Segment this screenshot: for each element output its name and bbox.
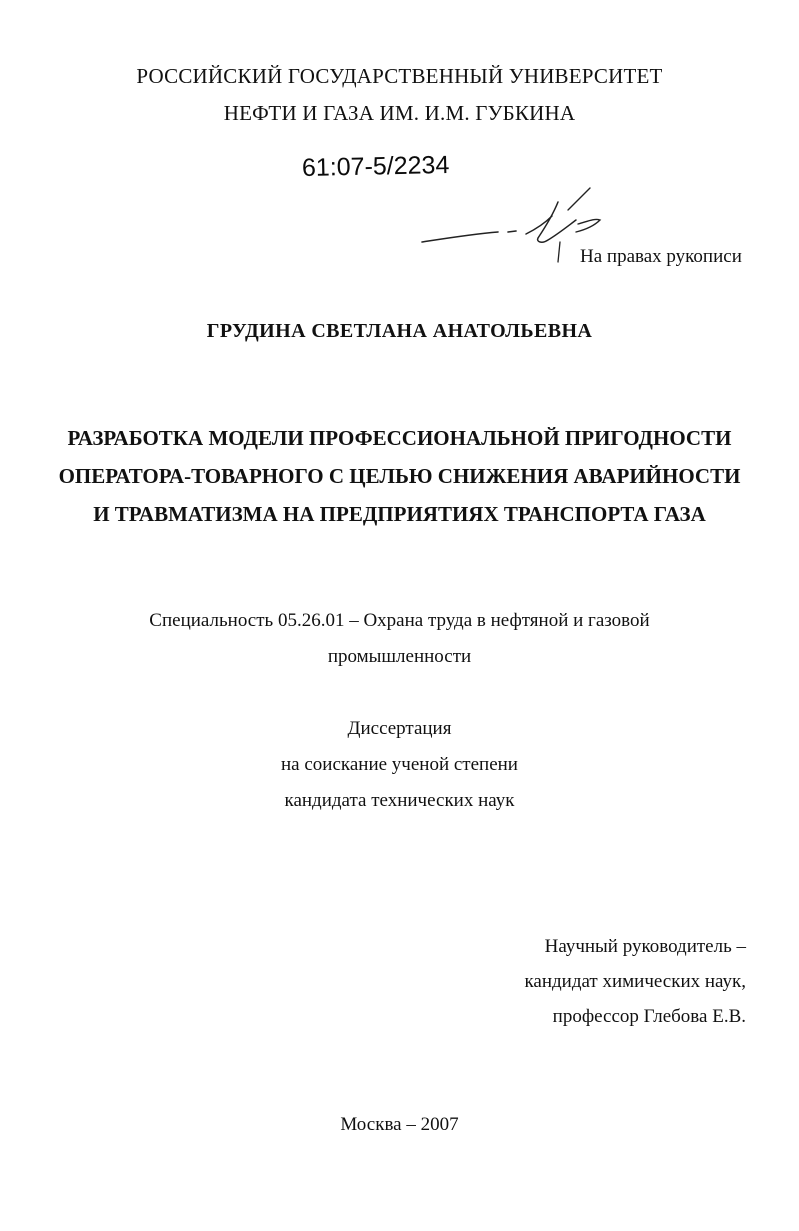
city-year: Москва – 2007 xyxy=(340,1114,459,1135)
supervisor-line-1: Научный руководитель – xyxy=(544,936,746,957)
degree-line-3: кандидата технических наук xyxy=(284,790,515,811)
specialty-line-2: промышленности xyxy=(327,646,472,667)
dissertation-title-line-1: РАЗРАБОТКА МОДЕЛИ ПРОФЕССИОНАЛЬНОЙ ПРИГОДНОСТИ xyxy=(67,426,732,450)
dissertation-title-line-3: И ТРАВМАТИЗМА НА ПРЕДПРИЯТИЯХ ТРАНСПОРТА ГАЗА xyxy=(93,502,706,526)
university-name-line-1: РОССИЙСКИЙ ГОСУДАРСТВЕННЫЙ УНИВЕРСИТЕТ xyxy=(136,64,663,88)
supervisor-line-2: кандидат химических наук, xyxy=(524,971,746,992)
specialty-line-1: Специальность 05.26.01 – Охрана труда в нефтяной и газовой xyxy=(149,610,650,631)
supervisor-line-3: профессор Глебова Е.В. xyxy=(552,1006,746,1027)
degree-line-2: на соискание ученой степени xyxy=(281,754,518,775)
dissertation-title-line-2: ОПЕРАТОРА-ТОВАРНОГО С ЦЕЛЬЮ СНИЖЕНИЯ АВАРИЙНОСТИ xyxy=(58,464,741,488)
registry-number-stamp: 61:07-5/2234 xyxy=(301,150,450,182)
manuscript-rights-note: На правах рукописи xyxy=(580,246,742,267)
degree-line-1: Диссертация xyxy=(347,718,452,739)
author-name: ГРУДИНА СВЕТЛАНА АНАТОЛЬЕВНА xyxy=(206,320,593,342)
university-name-line-2: НЕФТИ И ГАЗА ИМ. И.М. ГУБКИНА xyxy=(223,101,576,125)
